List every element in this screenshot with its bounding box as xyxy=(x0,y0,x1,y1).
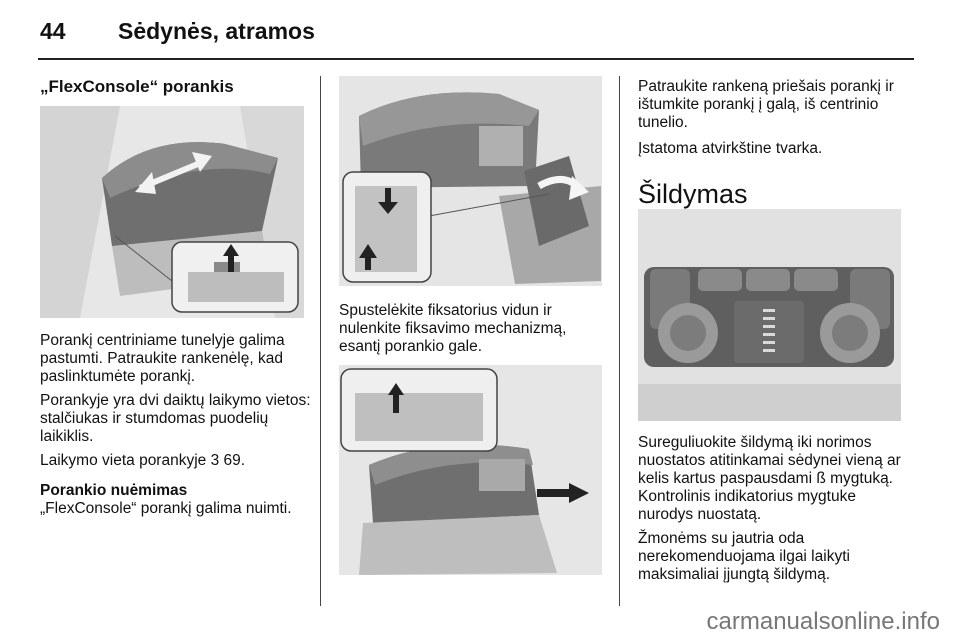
figure-heating-controls xyxy=(638,209,901,421)
figure-remove-armrest xyxy=(339,365,602,575)
column-divider-1 xyxy=(320,76,321,606)
heading-heating: Šildymas xyxy=(638,179,748,209)
page-number: 44 xyxy=(40,18,66,44)
header-rule xyxy=(38,58,914,60)
paragraph-removal: „FlexConsole“ porankį galima nuimti. xyxy=(40,500,292,517)
paragraph-adjust-heating: Sureguliuokite šildymą iki norimos nuostatos atitinkamai sėdynei vieną ar kelis kartus paspausdami ß mygtuką. Kontrolinis indikatorius mygtuke nurodys nuostatą. xyxy=(638,434,901,523)
paragraph-pull-handle: Patraukite rankeną priešais porankį ir ištumkite porankį į galą, iš centrinio tunelio. xyxy=(638,78,894,131)
column-divider-2 xyxy=(619,76,620,606)
chapter-title: Sėdynės, atramos xyxy=(118,18,315,44)
subheading-removal: Porankio nuėmimas xyxy=(40,482,188,499)
watermark: carmanualsonline.info xyxy=(706,608,940,635)
column-3-top xyxy=(638,78,910,210)
paragraph-storage-ref: Laikymo vieta porankyje 3 69. xyxy=(40,452,246,469)
column-2-body xyxy=(339,302,611,356)
column-1 xyxy=(40,78,312,96)
section-heading-flexconsole: „FlexConsole“ porankis xyxy=(40,77,234,96)
paragraph-sensitive-skin: Žmonėms su jautria oda nerekomenduojama ilgai laikyti maksimaliai įjungtą šildymą. xyxy=(638,530,850,583)
column-3-body xyxy=(638,434,910,584)
paragraph-press-latches: Spustelėkite fiksatorius vidun ir nulenkite fiksavimo mechanizmą, esantį porankio gale. xyxy=(339,302,567,355)
paragraph-storage: Porankyje yra dvi daiktų laikymo vietos: stalčiukas ir stumdomas puodelių laikiklis. xyxy=(40,392,311,445)
paragraph-reverse-order: Įstatoma atvirkštine tvarka. xyxy=(638,140,823,157)
paragraph-armrest-move: Porankį centriniame tunelyje galima pastumti. Patraukite rankenėlę, kad paslinktumėte porankį. xyxy=(40,332,285,385)
figure-armrest-slide xyxy=(40,106,304,318)
figure-release-latches xyxy=(339,76,602,286)
column-1-body xyxy=(40,332,312,518)
